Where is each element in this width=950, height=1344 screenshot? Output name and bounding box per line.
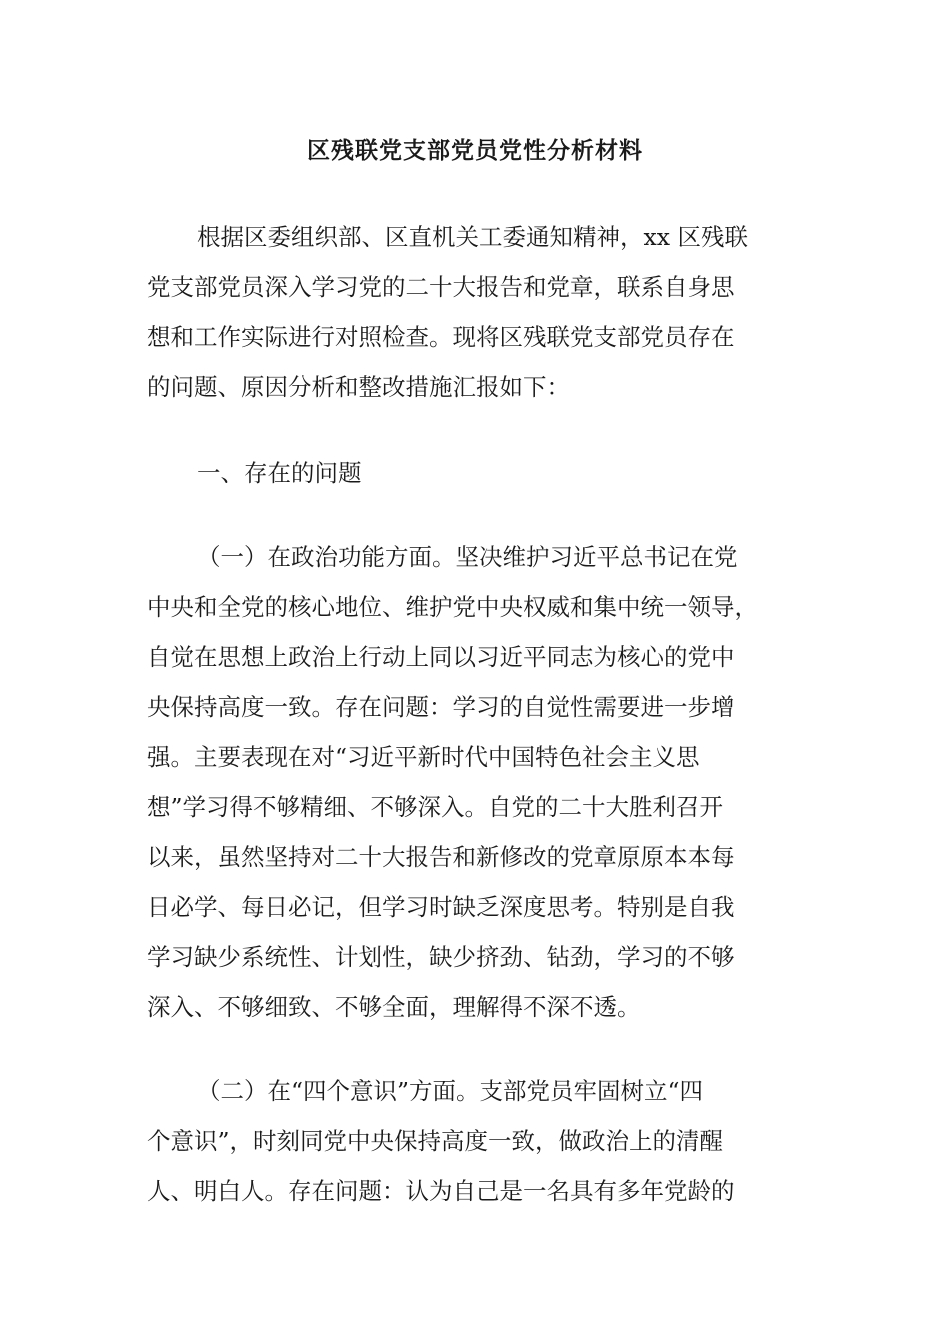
paragraph-line: 党支部党员深入学习党的二十大报告和党章，联系自身思 [147, 273, 735, 301]
paragraph-line: 以来，虽然坚持对二十大报告和新修改的党章原原本本每 [147, 843, 735, 871]
paragraph-line: 想”学习得不够精细、不够深入。自党的二十大胜利召开 [147, 793, 724, 821]
paragraph-line: 的问题、原因分析和整改措施汇报如下： [147, 373, 570, 401]
paragraph-line: 中央和全党的核心地位、维护党中央权威和集中统一领导， [147, 593, 758, 621]
section-heading: 一、存在的问题 [197, 459, 362, 487]
paragraph-line: （一）在政治功能方面。坚决维护习近平总书记在党 [197, 543, 738, 571]
paragraph-line: 深入、不够细致、不够全面，理解得不深不透。 [147, 993, 641, 1021]
paragraph-line: （二）在“四个意识”方面。支部党员牢固树立“四 [197, 1077, 704, 1105]
document-title: 区残联党支部党员党性分析材料 [307, 137, 643, 164]
paragraph-line: 央保持高度一致。存在问题：学习的自觉性需要进一步增 [147, 693, 735, 721]
paragraph-line: 想和工作实际进行对照检查。现将区残联党支部党员存在 [147, 323, 735, 351]
paragraph-line: 根据区委组织部、区直机关工委通知精神，xx 区残联 [197, 223, 748, 251]
paragraph-line: 强。主要表现在对“习近平新时代中国特色社会主义思 [147, 743, 700, 771]
paragraph-line: 人、明白人。存在问题：认为自己是一名具有多年党龄的 [147, 1177, 735, 1205]
paragraph-line: 自觉在思想上政治上行动上同以习近平同志为核心的党中 [147, 643, 735, 671]
paragraph-line: 学习缺少系统性、计划性，缺少挤劲、钻劲，学习的不够 [147, 943, 735, 971]
paragraph-line: 个意识”，时刻同党中央保持高度一致，做政治上的清醒 [147, 1127, 724, 1155]
paragraph-line: 日必学、每日必记，但学习时缺乏深度思考。特别是自我 [147, 893, 735, 921]
